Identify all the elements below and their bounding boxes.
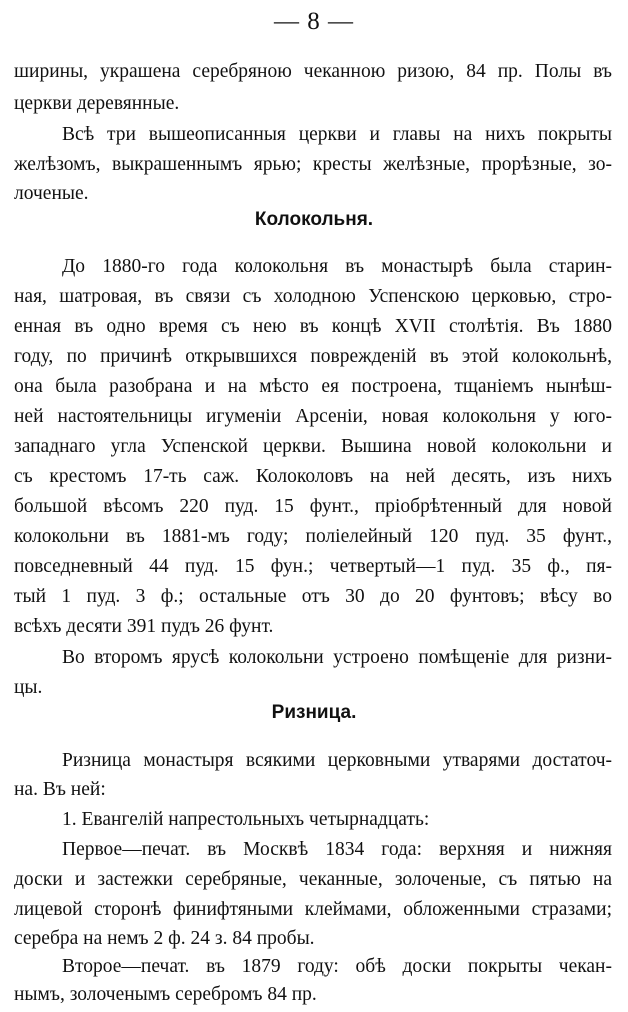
text-line: Первое—печат. въ Москвѣ 1834 года: верхняя и нижняя: [62, 839, 612, 860]
text-line: цы.: [14, 677, 43, 698]
text-line: большой вѣсомъ 220 пуд. 15 фунт., пріобрѣтенный для новой: [14, 496, 612, 517]
text-line: ней настоятельницы игуменіи Арсеніи, новая колокольня у юго-: [14, 406, 612, 427]
text-line: нымъ, золоченымъ серебромъ 84 пр.: [14, 984, 317, 1005]
text-line: лицевой сторонѣ финифтяными клеймами, обложенными стразами;: [14, 899, 612, 920]
text-line: она была разобрана и на мѣсто ея построена, тщаніемъ нынѣш-: [14, 376, 612, 397]
text-line: Ризница монастыря всякими церковными утварями достаточ-: [62, 750, 612, 771]
text-line: Второе—печат. въ 1879 году: обѣ доски покрыты чекан-: [62, 956, 612, 977]
text-line: енная въ одно время съ нею въ концѣ XVII столѣтія. Въ 1880: [14, 316, 612, 337]
text-line: доски и застежки серебряные, чеканные, золоченые, съ пятью на: [14, 869, 612, 890]
text-line: съ крестомъ 17-ть саж. Колоколовъ на ней десять, изъ нихъ: [14, 466, 612, 487]
text-line: Всѣ три вышеописанныя церкви и главы на нихъ покрыты: [62, 124, 612, 145]
text-line: лоченые.: [14, 183, 89, 204]
text-line: колокольни въ 1881-мъ году; полiелейный 120 пуд. 35 фунт.,: [14, 526, 612, 547]
text-line: году, по причинѣ открывшихся поврежденій въ этой колокольнѣ,: [14, 346, 612, 367]
text-line: 1. Евангелій напрестольныхъ четырнадцать:: [62, 809, 430, 830]
section-heading: Ризница.: [271, 702, 357, 723]
text-line: До 1880-го года колокольня въ монастырѣ была старин-: [62, 256, 612, 277]
text-line: на. Въ ней:: [14, 779, 106, 800]
text-line: ширины, украшена серебряною чеканною ризою, 84 пр. Полы въ: [14, 61, 612, 82]
section-heading: Колокольня.: [254, 209, 374, 230]
text-line: западнаго угла Успенской церкви. Вышина новой колокольни и: [14, 436, 612, 457]
text-line: серебра на немъ 2 ф. 24 з. 84 пробы.: [14, 928, 315, 949]
text-line: повседневный 44 пуд. 15 фун.; четвертый—1 пуд. 35 ф., пя-: [14, 556, 612, 577]
text-line: ная, шатровая, въ связи съ холодною Успенскою церковью, стро-: [14, 286, 612, 307]
text-line: Во второмъ ярусѣ колокольни устроено помѣщеніе для ризни-: [62, 647, 612, 668]
text-line: всѣхъ десяти 391 пудъ 26 фунт.: [14, 616, 274, 637]
text-line: церкви деревянные.: [14, 93, 180, 114]
text-line: желѣзомъ, выкрашеннымъ ярью; кресты желѣзные, прорѣзные, зо-: [14, 154, 612, 175]
page-number: — 8 —: [274, 8, 354, 35]
text-line: тый 1 пуд. 3 ф.; остальные отъ 30 до 20 фунтовъ; вѣсу во: [14, 586, 612, 607]
